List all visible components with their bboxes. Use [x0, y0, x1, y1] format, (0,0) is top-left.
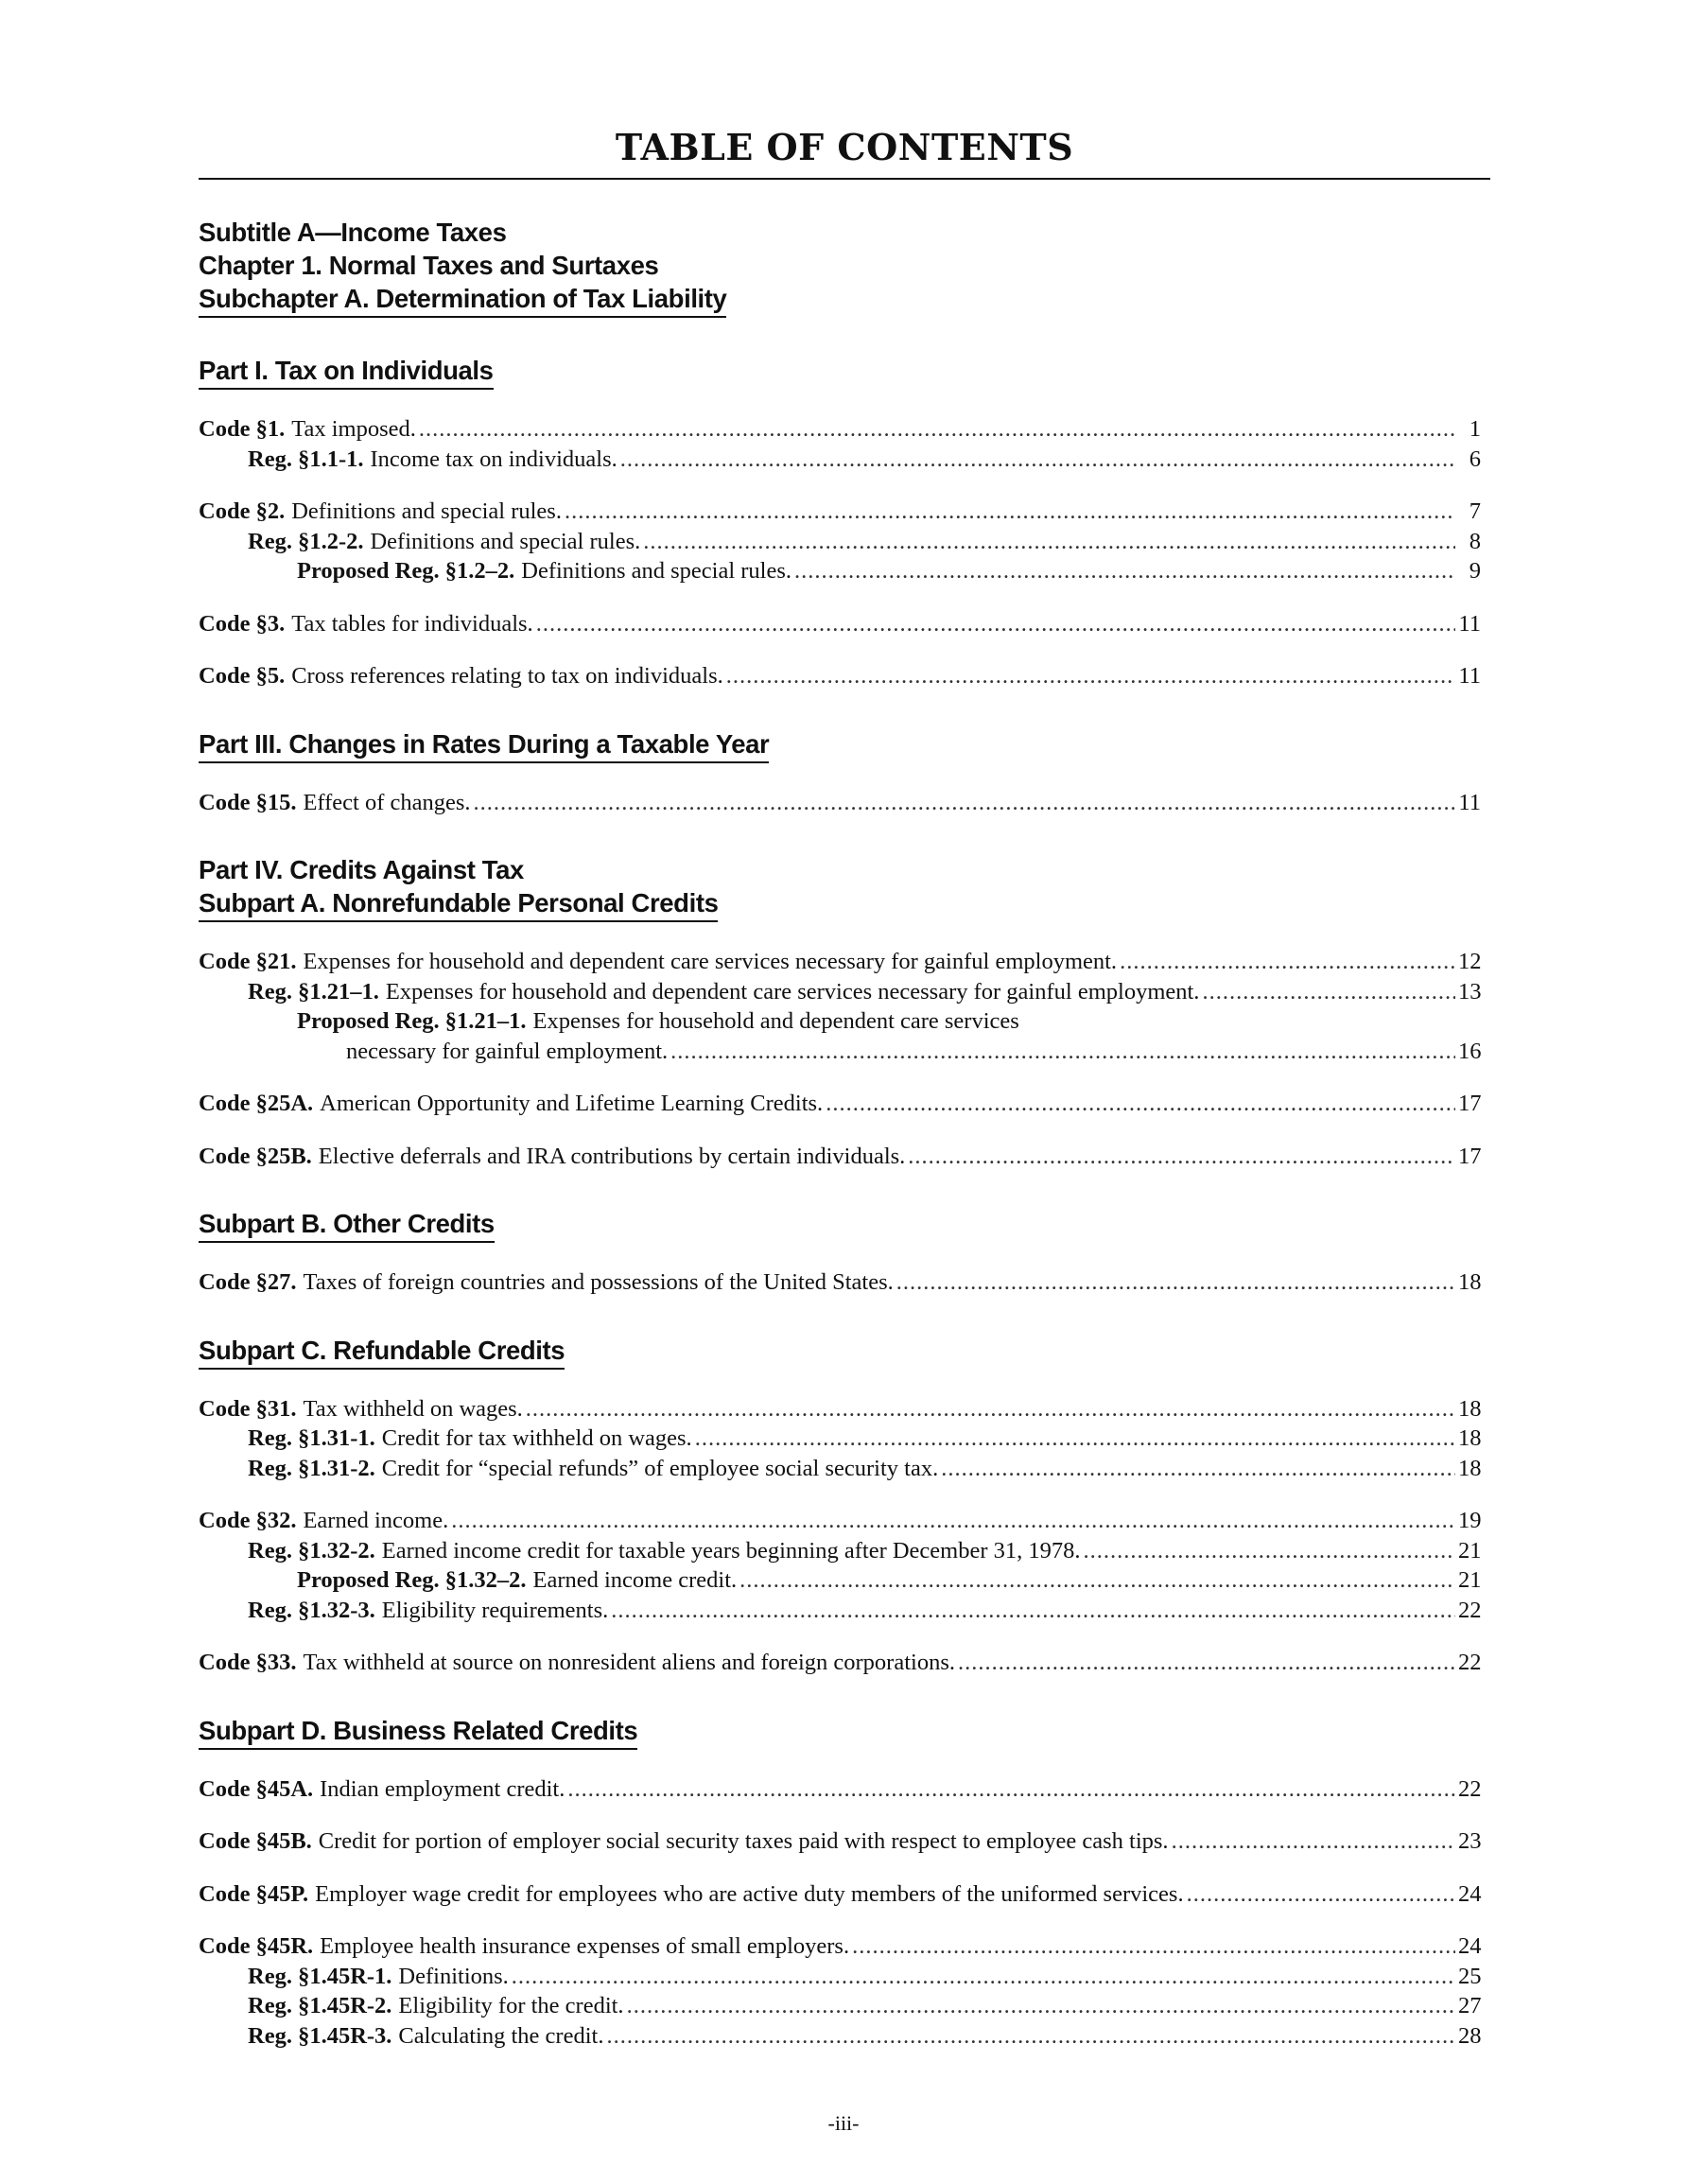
entry-label: Reg. §1.31-1. [248, 1425, 375, 1451]
entry-page: 11 [1458, 789, 1481, 815]
subpart-d-heading: Subpart D. Business Related Credits [199, 1714, 637, 1750]
toc-group [199, 947, 1481, 1066]
toc-group [199, 414, 1481, 474]
entry-label: Reg. §1.45R-3. [248, 2022, 392, 2049]
dot-leader [826, 1089, 1455, 1119]
dot-leader [896, 1267, 1455, 1298]
toc-group [199, 609, 1481, 639]
toc-group [199, 1774, 1481, 1805]
toc-group [199, 1879, 1481, 1910]
toc-entry[interactable] [199, 1879, 1481, 1910]
toc-entry[interactable] [199, 1774, 1481, 1805]
entry-label: Code §33. [199, 1650, 297, 1675]
subpart-b-heading-block [199, 1207, 1481, 1243]
entry-page: 18 [1458, 1425, 1482, 1451]
entry-page: 25 [1458, 1963, 1482, 1989]
dot-leader [941, 1454, 1455, 1484]
toc-group [199, 1648, 1481, 1678]
entry-label: Code §31. [199, 1395, 297, 1422]
entry-title: Credit for portion of employer social security taxes paid with respect to employee cash tips. [318, 1828, 1169, 1854]
entry-page: 6 [1469, 446, 1481, 472]
toc-entry[interactable] [199, 497, 1481, 527]
entry-title: American Opportunity and Lifetime Learning Credits. [320, 1091, 824, 1116]
dot-leader [643, 527, 1455, 557]
entry-page: 1 [1469, 416, 1481, 442]
entry-label: Code §45P. [199, 1880, 309, 1907]
entry-label: Reg. §1.21–1. [248, 978, 379, 1005]
entry-page: 28 [1458, 2022, 1482, 2049]
entry-title-continued: necessary for gainful employment. [346, 1038, 669, 1064]
toc-header-block [199, 216, 1481, 318]
entry-label: Code §27. [199, 1269, 297, 1295]
toc-group [199, 1089, 1481, 1119]
entry-title: Expenses for household and dependent care services necessary for gainful employment. [303, 949, 1118, 974]
entry-title: Employer wage credit for employees who are active duty members of the uniformed services. [315, 1880, 1184, 1907]
page-title: TABLE OF CONTENTS [615, 126, 1074, 168]
part1-heading: Part I. Tax on Individuals [199, 354, 494, 390]
entry-title: Elective deferrals and IRA contributions by certain individuals. [318, 1143, 906, 1169]
entry-label: Code §21. [199, 949, 297, 974]
toc-group [199, 1931, 1481, 2051]
entry-label: Code §3. [199, 610, 286, 637]
page-number: -iii- [827, 2111, 860, 2135]
entry-title: Taxes of foreign countries and possessions of the United States. [303, 1269, 894, 1295]
part4-heading-block [199, 853, 1481, 922]
entry-page: 18 [1458, 1395, 1482, 1422]
entry-title: Earned income credit for taxable years beginning after December 31, 1978. [381, 1537, 1081, 1564]
toc-entry-continuation[interactable] [199, 1037, 1481, 1067]
entry-page: 8 [1469, 528, 1481, 554]
toc-entry[interactable] [199, 414, 1481, 445]
dot-leader [474, 788, 1455, 818]
subpart-b-heading: Subpart B. Other Credits [199, 1207, 495, 1243]
entry-title: Eligibility for the credit. [398, 1993, 624, 2018]
subpart-a-heading: Subpart A. Nonrefundable Personal Credits [199, 886, 718, 922]
toc-entry[interactable] [199, 1424, 1481, 1454]
toc-entry[interactable] [199, 1962, 1481, 1992]
entry-label: Proposed Reg. §1.2–2. [297, 558, 515, 584]
dot-leader [670, 1037, 1455, 1067]
toc-entry[interactable] [199, 556, 1481, 586]
dot-leader [958, 1648, 1455, 1678]
entry-title: Credit for tax withheld on wages. [381, 1425, 692, 1451]
dot-leader [512, 1962, 1455, 1992]
dot-leader [611, 1596, 1455, 1626]
toc-entry[interactable] [199, 1536, 1481, 1566]
entry-title: Definitions and special rules. [521, 558, 792, 584]
toc-group [199, 661, 1481, 691]
toc-entry[interactable] [199, 661, 1481, 691]
title-rule [199, 121, 1490, 180]
subchapter-heading: Subchapter A. Determination of Tax Liability [199, 282, 726, 318]
toc-entry[interactable] [199, 1596, 1481, 1626]
dot-leader [565, 497, 1455, 527]
entry-title: Expenses for household and dependent care services necessary for gainful employment. [385, 978, 1200, 1005]
toc-entry-first-line[interactable] [199, 1006, 1481, 1037]
dot-leader [419, 414, 1455, 445]
entry-page: 22 [1458, 1597, 1482, 1623]
entry-title: Tax withheld on wages. [303, 1395, 523, 1422]
entry-label: Proposed Reg. §1.21–1. [297, 1008, 527, 1034]
toc-group [199, 497, 1481, 586]
entry-label: Code §2. [199, 498, 286, 524]
toc-group [199, 1267, 1481, 1298]
entry-title: Employee health insurance expenses of small employers. [320, 1933, 850, 1959]
dot-leader [1120, 947, 1455, 977]
dot-leader [451, 1506, 1455, 1536]
entry-page: 9 [1469, 558, 1481, 584]
entry-page: 17 [1458, 1091, 1482, 1116]
toc-entry[interactable] [199, 1648, 1481, 1678]
toc-entry[interactable] [199, 609, 1481, 639]
toc-entry[interactable] [199, 788, 1481, 818]
part1-heading-block [199, 354, 1481, 390]
entry-label: Proposed Reg. §1.32–2. [297, 1567, 527, 1593]
entry-label: Reg. §1.45R-1. [248, 1963, 392, 1989]
part4-heading: Part IV. Credits Against Tax [199, 855, 524, 884]
toc-content [199, 216, 1481, 2051]
entry-title: Expenses for household and dependent care services [532, 1008, 1019, 1034]
entry-label: Code §45R. [199, 1933, 314, 1959]
entry-page: 18 [1458, 1269, 1482, 1295]
toc-group [199, 1394, 1481, 1484]
entry-title: Tax imposed. [291, 416, 416, 442]
dot-leader [739, 1565, 1455, 1596]
dot-leader [695, 1424, 1455, 1454]
entry-title: Indian employment credit. [320, 1775, 565, 1802]
entry-page: 13 [1458, 978, 1482, 1005]
dot-leader [1172, 1826, 1455, 1857]
toc-entry[interactable] [199, 1267, 1481, 1298]
toc-group [199, 1142, 1481, 1172]
dot-leader [536, 609, 1455, 639]
entry-title: Effect of changes. [303, 789, 471, 815]
dot-leader [908, 1142, 1455, 1172]
entry-title: Income tax on individuals. [370, 446, 617, 472]
dot-leader [620, 445, 1455, 475]
entry-title: Definitions and special rules. [291, 498, 562, 524]
dot-leader [726, 661, 1455, 691]
entry-title: Definitions. [398, 1963, 509, 1989]
entry-title: Earned income credit. [532, 1567, 738, 1593]
entry-label: Reg. §1.1-1. [248, 446, 364, 472]
dot-leader [1084, 1536, 1455, 1566]
chapter-heading: Chapter 1. Normal Taxes and Surtaxes [199, 251, 659, 280]
dot-leader [794, 556, 1455, 586]
entry-page: 23 [1458, 1828, 1482, 1854]
toc-entry[interactable] [199, 527, 1481, 557]
entry-title: Tax tables for individuals. [291, 610, 533, 637]
entry-page: 24 [1458, 1880, 1482, 1907]
entry-page: 16 [1458, 1038, 1482, 1064]
dot-leader [852, 1931, 1455, 1962]
toc-entry[interactable] [199, 1454, 1481, 1484]
dot-leader [606, 2021, 1455, 2052]
entry-page: 22 [1458, 1650, 1482, 1675]
entry-label: Reg. §1.31-2. [248, 1455, 375, 1481]
toc-entry[interactable] [199, 1931, 1481, 1962]
toc-entry[interactable] [199, 1142, 1481, 1172]
entry-title: Calculating the credit. [398, 2022, 604, 2049]
subpart-c-heading: Subpart C. Refundable Credits [199, 1334, 565, 1370]
dot-leader [567, 1774, 1455, 1805]
entry-label: Code §15. [199, 789, 297, 815]
entry-page: 27 [1458, 1993, 1482, 2018]
subpart-c-heading-block [199, 1334, 1481, 1370]
entry-title: Earned income. [303, 1508, 449, 1533]
entry-title: Definitions and special rules. [370, 528, 641, 554]
entry-label: Code §25B. [199, 1143, 312, 1169]
dot-leader [526, 1394, 1455, 1424]
toc-entry[interactable] [199, 1394, 1481, 1424]
entry-label: Code §25A. [199, 1091, 314, 1116]
toc-group [199, 1506, 1481, 1625]
entry-label: Code §5. [199, 663, 286, 689]
toc-entry[interactable] [199, 1991, 1481, 2021]
entry-title: Tax withheld at source on nonresident aliens and foreign corporations. [303, 1650, 955, 1675]
entry-page: 19 [1458, 1508, 1482, 1533]
entry-page: 17 [1458, 1143, 1482, 1169]
entry-page: 7 [1469, 498, 1481, 524]
entry-label: Code §45B. [199, 1828, 312, 1854]
toc-entry[interactable] [199, 1089, 1481, 1119]
part3-heading-block [199, 727, 1481, 763]
entry-page: 24 [1458, 1933, 1482, 1959]
dot-leader [1187, 1879, 1455, 1910]
entry-page: 11 [1458, 610, 1481, 637]
entry-label: Reg. §1.2-2. [248, 528, 364, 554]
toc-entry[interactable] [199, 1826, 1481, 1857]
entry-label: Reg. §1.32-3. [248, 1597, 375, 1623]
entry-page: 11 [1458, 663, 1481, 689]
toc-entry[interactable] [199, 2021, 1481, 2052]
toc-group [199, 788, 1481, 818]
entry-label: Reg. §1.32-2. [248, 1537, 375, 1564]
dot-leader [627, 1991, 1455, 2021]
entry-label: Code §1. [199, 416, 286, 442]
toc-entry[interactable] [199, 445, 1481, 475]
subtitle-heading: Subtitle A—Income Taxes [199, 218, 507, 247]
entry-title: Cross references relating to tax on individuals. [291, 663, 723, 689]
entry-page: 21 [1458, 1537, 1482, 1564]
entry-page: 18 [1458, 1455, 1482, 1481]
entry-title: Credit for “special refunds” of employee social security tax. [381, 1455, 939, 1481]
toc-entry[interactable] [199, 977, 1481, 1007]
subpart-d-heading-block [199, 1714, 1481, 1750]
entry-page: 12 [1458, 949, 1482, 974]
dot-leader [1202, 977, 1455, 1007]
entry-label: Code §32. [199, 1508, 297, 1533]
entry-page: 22 [1458, 1775, 1482, 1802]
toc-group [199, 1826, 1481, 1857]
toc-entry[interactable] [199, 947, 1481, 977]
part3-heading: Part III. Changes in Rates During a Taxable Year [199, 727, 769, 763]
entry-page: 21 [1458, 1567, 1482, 1593]
toc-entry[interactable] [199, 1565, 1481, 1596]
entry-label: Reg. §1.45R-2. [248, 1993, 392, 2018]
toc-entry[interactable] [199, 1506, 1481, 1536]
entry-label: Code §45A. [199, 1775, 314, 1802]
entry-title: Eligibility requirements. [381, 1597, 609, 1623]
